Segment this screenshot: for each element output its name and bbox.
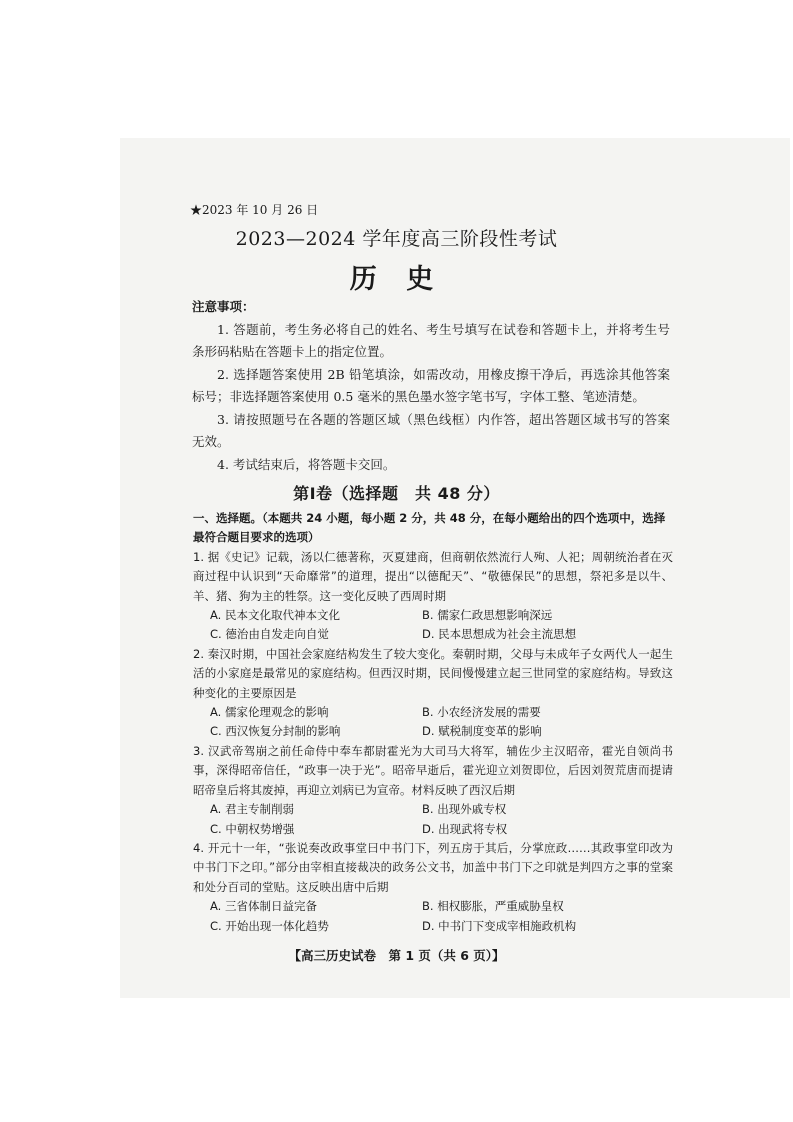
question-stem: 1. 据《史记》记载，汤以仁德著称，灭夏建商，但商朝依然流行人殉、人祀；周朝统治者在灭商过程中认识到“天命靡常”的道理，提出“以德配天”、“敬德保民”的思想，祭祀多是以牛、羊、猪、狗为主的牲祭。这一变化反映了西周时期 [193,549,673,603]
option-list [193,606,673,645]
question-3 [193,742,673,839]
option-d: D. 赋税制度变革的影响 [422,724,542,739]
option-a: A. 儒家伦理观念的影响 [210,705,329,720]
option-list [193,703,673,742]
option-b: B. 儒家仁政思想影响深远 [422,608,553,623]
option-a: A. 民本文化取代神本文化 [210,608,340,623]
notes-heading: 注意事项： [192,299,255,314]
page-footer: 【高三历史试卷 第 1 页（共 6 页）】 [288,948,505,963]
section-title: 第Ⅰ卷（选择题 共 48 分） [293,484,500,503]
note-item: 1. 答题前，考生务必将自己的姓名、考生号填写在试卷和答题卡上，并将考生号条形码粘贴在答题卡上的指定位置。 [192,321,670,359]
question-stem: 2. 秦汉时期，中国社会家庭结构发生了较大变化。秦朝时期，父母与未成年子女两代人一起生活的小家庭是最常见的家庭结构。但西汉时期，民间慢慢建立起三世同堂的家庭结构。导致这种变化的主要原因是 [193,646,673,700]
option-list [193,800,673,839]
exam-date: ★2023 年 10 月 26 日 [190,203,319,217]
note-item: 2. 选择题答案使用 2B 铅笔填涂，如需改动，用橡皮擦干净后，再选涂其他答案标号；非选择题答案使用 0.5 毫米的黑色墨水签字笔书写，字体工整、笔迹清楚。 [192,366,670,404]
question-1 [193,548,673,645]
note-item: 3. 请按照题号在各题的答题区域（黑色线框）内作答，超出答题区域书写的答案无效。 [192,411,670,449]
option-b: B. 小农经济发展的需要 [422,705,541,720]
option-c: C. 中朝权势增强 [210,821,295,836]
question-list [193,509,673,936]
option-b: B. 出现外戚专权 [422,802,507,817]
note-item: 4. 考试结束后，将答题卡交回。 [217,456,396,472]
option-c: C. 西汉恢复分封制的影响 [210,724,341,739]
question-stem: 4. 开元十一年，“张说奏改政事堂曰中书门下，列五房于其后，分掌庶政……其政事堂印改为中书门下之印。”部分由宰相直接裁决的政务公文书，加盖中书门下之印就是判四方之事的堂案和处分百司的堂贴。这反映出唐中后期 [193,840,673,894]
exam-title: 2023—2024 学年度高三阶段性考试 [235,228,558,250]
question-2 [193,645,673,742]
option-d: D. 民本思想成为社会主流思想 [422,627,577,642]
option-a: A. 君主专制削弱 [210,802,294,817]
option-c: C. 开始出现一体化趋势 [210,918,329,933]
option-b: B. 相权膨胀，严重威胁皇权 [422,899,564,914]
option-d: D. 出现武将专权 [422,821,508,836]
option-d: D. 中书门下变成宰相施政机构 [422,918,577,933]
section-instructions: 一、选择题。（本题共 24 小题，每小题 2 分，共 48 分，在每小题给出的四个选项中，选择最符合题目要求的选项） [193,511,666,545]
option-a: A. 三省体制日益完备 [210,899,317,914]
question-stem: 3. 汉武帝驾崩之前任命侍中奉车都尉霍光为大司马大将军，辅佐少主汉昭帝，霍光自领尚书事，深得昭帝信任，“政事一决于光”。昭帝早逝后，霍光迎立刘贺即位，后因刘贺荒唐而提请昭帝皇后将其废掉，再迎立刘病已为宣帝。材料反映了西汉后期 [193,743,673,797]
subject-title: 历 史 [349,264,444,295]
question-4 [193,839,673,936]
notes-section [192,296,670,476]
option-c: C. 德治由自发走向自觉 [210,627,329,642]
option-list [193,897,673,936]
